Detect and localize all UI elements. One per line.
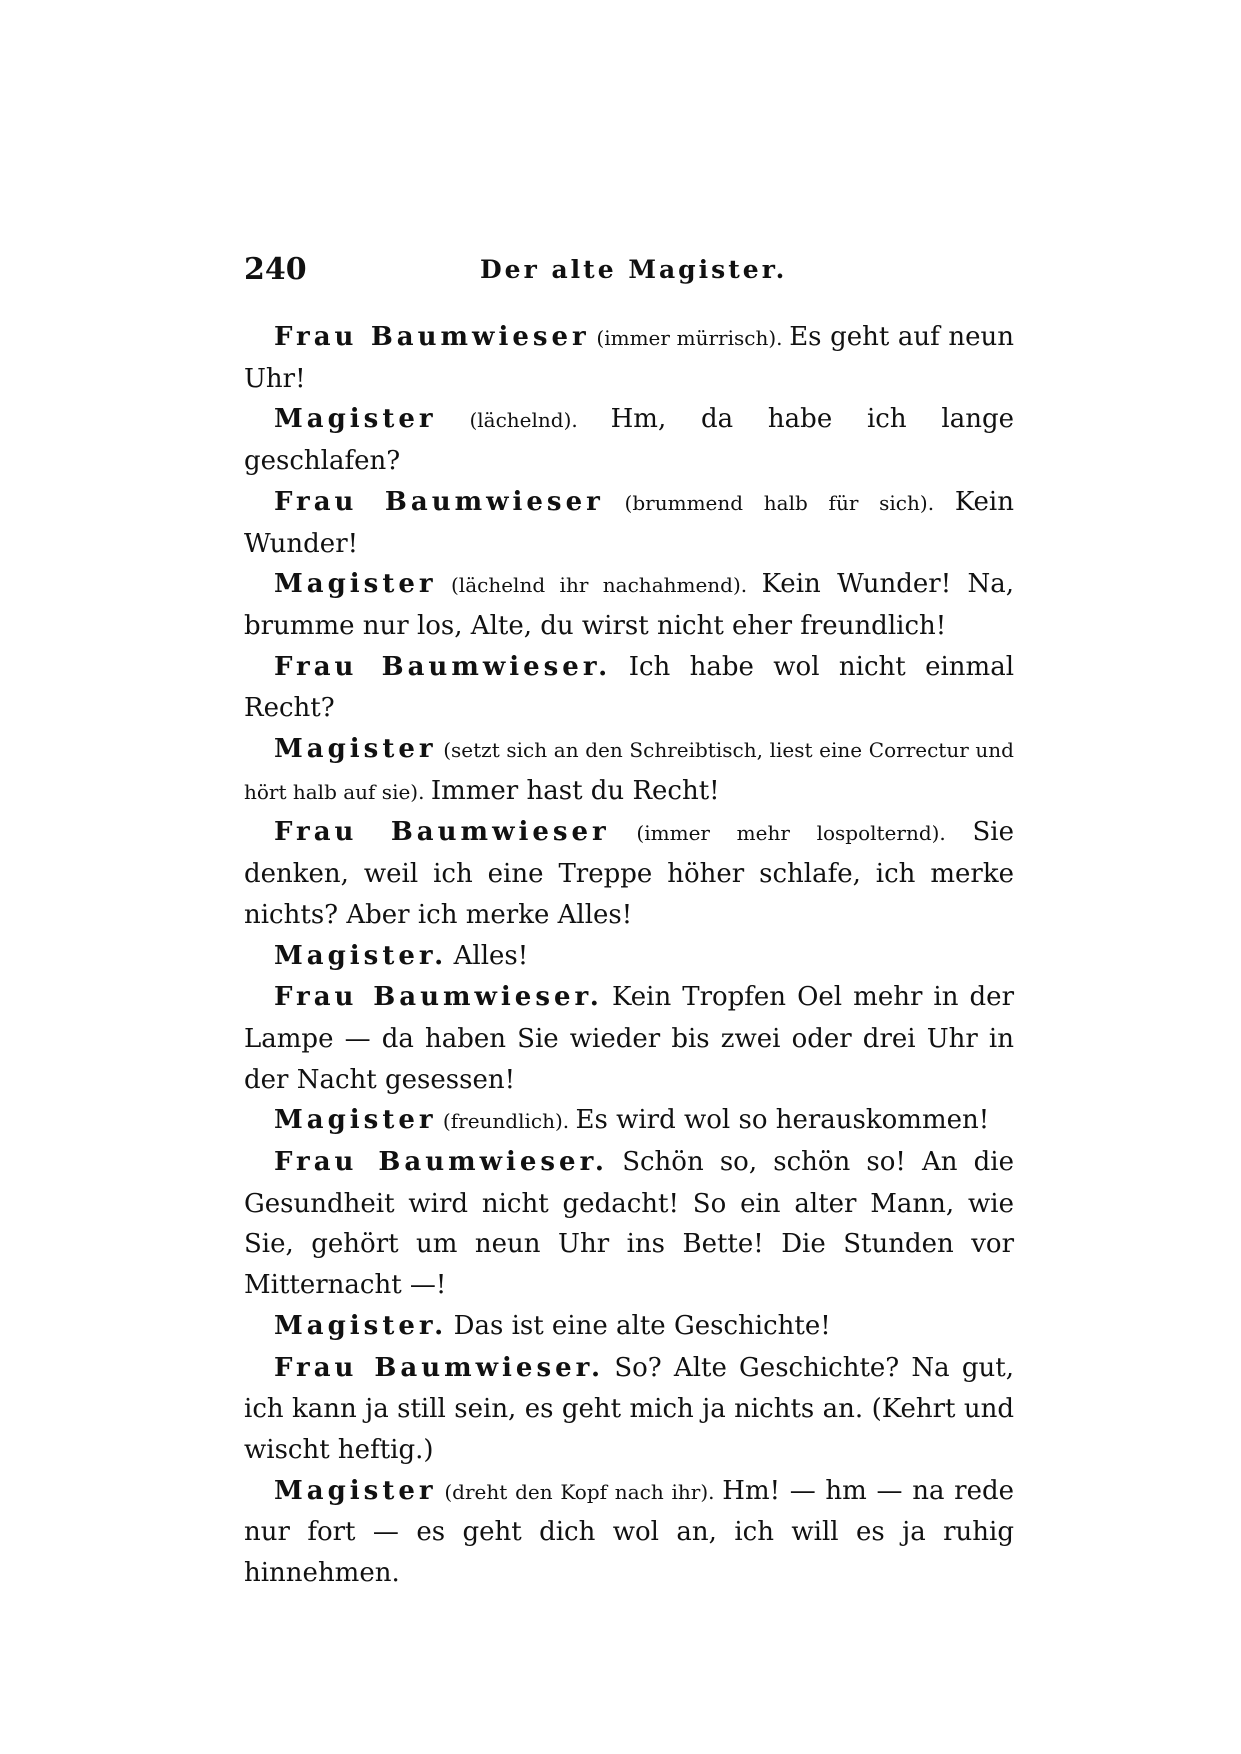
spoken-text: Hm! — hm — na rede nur fort — es geht dich wol an, ich will es ja ruhig hinnehmen. bbox=[244, 1475, 1014, 1589]
dialogue-paragraph bbox=[244, 936, 1014, 978]
dialogue-paragraph bbox=[244, 317, 1014, 399]
speaker-name: Magister bbox=[274, 569, 437, 600]
dialogue-paragraph bbox=[244, 647, 1014, 729]
speaker-name: Frau Baumwieser bbox=[274, 486, 604, 517]
dialogue-paragraph bbox=[244, 1471, 1014, 1594]
stage-direction bbox=[608, 1151, 622, 1175]
dialogue-paragraph bbox=[244, 1100, 1014, 1142]
speaker-name: Frau Baumwieser. bbox=[274, 1147, 608, 1178]
dialogue-paragraph bbox=[244, 977, 1014, 1100]
spoken-text: Sie denken, weil ich eine Treppe höher schlafe, ich merke nichts? Aber ich merke Alles! bbox=[244, 817, 1014, 930]
speaker-name: Magister bbox=[274, 734, 437, 765]
speaker-name: Magister. bbox=[274, 940, 448, 971]
speaker-name: Frau Baumwieser bbox=[274, 817, 610, 848]
spoken-text: Kein Tropfen Oel mehr in der Lampe — da haben Sie wieder bis zwei oder drei Uhr in der Nacht gesessen! bbox=[244, 982, 1014, 1095]
spoken-text: Es wird wol so herauskommen! bbox=[575, 1105, 990, 1136]
spoken-text: Schön so, schön so! An die Gesundheit wird nicht gedacht! So ein alter Mann, wie Sie, gehört um neun Uhr ins Bette! Die Stunden vor Mitternacht —! bbox=[244, 1147, 1014, 1301]
stage-direction: (dreht den Kopf nach ihr). bbox=[436, 1479, 723, 1504]
stage-direction: (freundlich). bbox=[436, 1109, 576, 1134]
stage-direction bbox=[603, 986, 612, 1010]
page-header bbox=[244, 250, 1014, 294]
stage-direction bbox=[611, 656, 628, 680]
spoken-text: Hm, da habe ich lange geschlafen? bbox=[244, 404, 1014, 477]
speaker-name: Magister bbox=[274, 404, 437, 435]
spoken-text: Ich habe wol nicht einmal Recht? bbox=[244, 651, 1015, 724]
dialogue-paragraph bbox=[244, 564, 1014, 646]
speaker-name: Frau Baumwieser bbox=[274, 322, 590, 352]
speaker-name: Frau Baumwieser. bbox=[274, 982, 603, 1013]
dialogue-paragraph bbox=[244, 729, 1014, 812]
stage-direction: (immer mürrisch). bbox=[589, 326, 790, 350]
stage-direction: (lächelnd ihr nachahmend). bbox=[436, 573, 762, 598]
dialogue-paragraph bbox=[244, 482, 1014, 564]
dialogue-paragraph bbox=[244, 1142, 1014, 1306]
dialogue-paragraph bbox=[244, 1306, 1014, 1348]
spoken-text: Es geht auf neun Uhr! bbox=[244, 322, 1015, 394]
dialogue-paragraph bbox=[244, 1348, 1014, 1471]
stage-direction: (lächelnd). bbox=[436, 408, 611, 433]
speaker-name: Magister bbox=[274, 1475, 437, 1506]
spoken-text: So? Alte Geschichte? Na gut, ich kann ja still sein, es geht mich ja nichts an. (Kehrt und wischt heftig.) bbox=[244, 1352, 1014, 1465]
dialogue-paragraph bbox=[244, 812, 1014, 935]
dialogue-paragraph bbox=[244, 399, 1014, 481]
spoken-text: Immer hast du Recht! bbox=[430, 775, 720, 806]
stage-direction: (immer mehr lospolternd). bbox=[609, 821, 973, 846]
spoken-text: Kein Wunder! bbox=[244, 486, 1014, 559]
stage-direction: (setzt sich an den Schreibtisch, liest eine Correctur und hört halb auf sie). bbox=[244, 738, 1014, 804]
running-title: Der alte Magister. bbox=[480, 255, 788, 284]
speaker-name: Magister bbox=[274, 1105, 437, 1136]
stage-direction: (brummend halb für sich). bbox=[603, 490, 955, 515]
page-number: 240 bbox=[244, 252, 307, 287]
speaker-name: Frau Baumwieser. bbox=[274, 651, 612, 682]
speaker-name: Magister. bbox=[274, 1310, 448, 1341]
spoken-text: Kein Wunder! Na, brumme nur los, Alte, du wirst nicht eher freundlich! bbox=[244, 569, 1014, 641]
spoken-text: Das ist eine alte Geschichte! bbox=[453, 1310, 831, 1341]
spoken-text: Alles! bbox=[453, 940, 529, 971]
speaker-name: Frau Baumwieser. bbox=[274, 1352, 605, 1383]
dialogue-body bbox=[244, 317, 1014, 1594]
stage-direction bbox=[604, 1357, 614, 1381]
